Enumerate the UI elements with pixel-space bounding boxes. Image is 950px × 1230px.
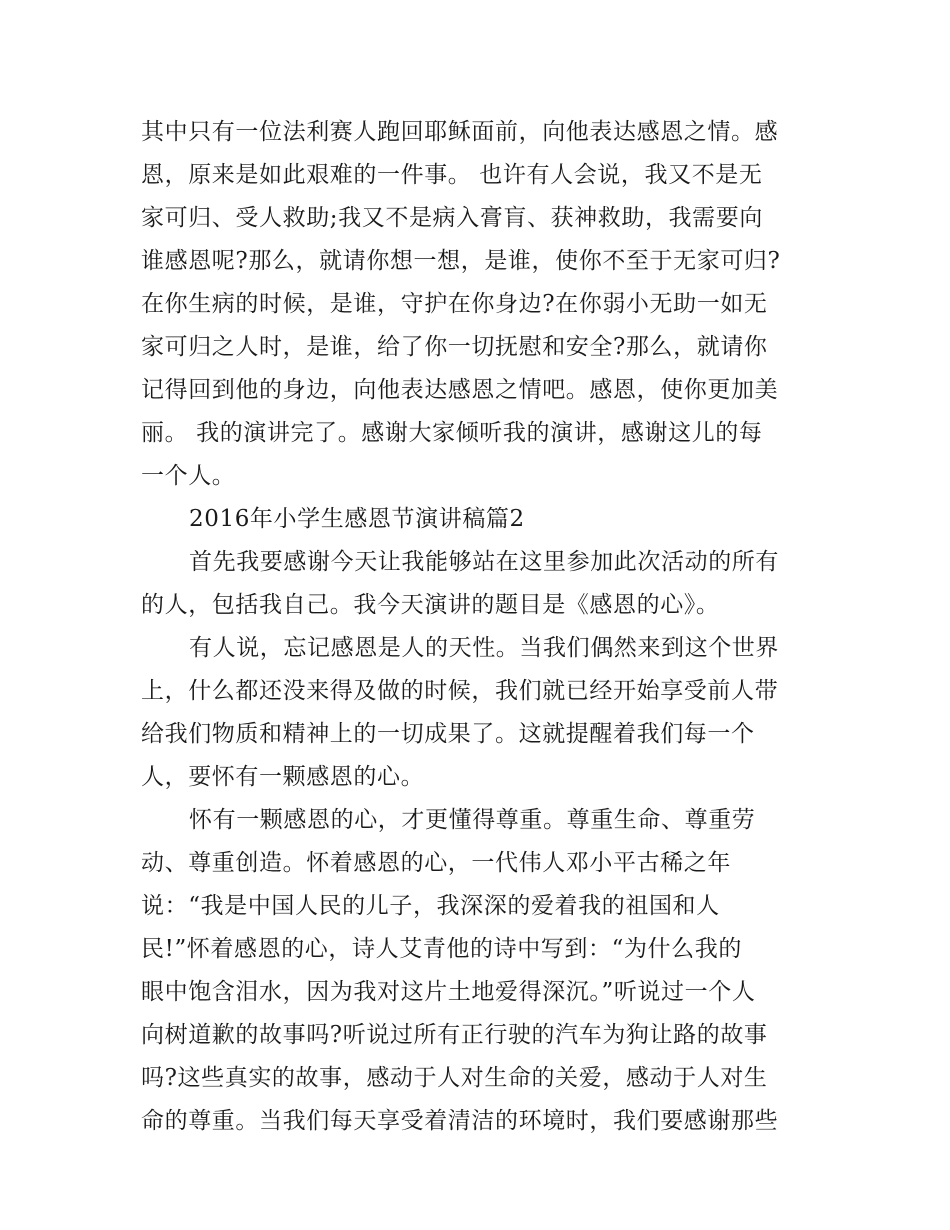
text-line: 上，什么都还没来得及做的时候，我们就已经开始享受前人带 <box>141 678 779 704</box>
text-line: 向树道歉的故事吗?听说过所有正行驶的汽车为狗让路的故事 <box>141 1022 768 1048</box>
text-line: 家可归之人时，是谁，给了你一切抚慰和安全?那么，就请你 <box>141 334 768 360</box>
text-line: 民!”怀着感恩的心，诗人艾青他的诗中写到：“为什么我的 <box>141 936 742 962</box>
text-line: 动、尊重创造。怀着感恩的心，一代伟人邓小平古稀之年 <box>141 850 731 876</box>
text-line: 怀有一颗感恩的心，才更懂得尊重。尊重生命、尊重劳 <box>189 807 756 833</box>
text-line: 有人说，忘记感恩是人的天性。当我们偶然来到这个世界 <box>189 635 779 661</box>
text-line: 丽。 我的演讲完了。感谢大家倾听我的演讲，感谢这儿的每 <box>141 420 763 446</box>
section-heading: 2016年小学生感恩节演讲稿篇2 <box>189 506 525 532</box>
text-line: 记得回到他的身边，向他表达感恩之情吧。感恩，使你更加美 <box>141 377 779 403</box>
text-line: 恩，原来是如此艰难的一件事。 也许有人会说，我又不是无 <box>141 162 763 188</box>
text-line: 其中只有一位法利赛人跑回耶稣面前，向他表达感恩之情。感 <box>141 119 779 145</box>
text-line: 首先我要感谢今天让我能够站在这里参加此次活动的所有 <box>189 549 779 575</box>
text-line: 命的尊重。当我们每天享受着清洁的环境时，我们要感谢那些 <box>141 1108 779 1134</box>
text-line: 在你生病的时候，是谁，守护在你身边?在你弱小无助一如无 <box>141 291 768 317</box>
text-line: 家可归、受人救助;我又不是病入膏肓、获神救助，我需要向 <box>141 205 763 231</box>
text-line: 一个人。 <box>141 463 236 489</box>
text-line: 给我们物质和精神上的一切成果了。这就提醒着我们每一个 <box>141 721 755 747</box>
text-line: 吗?这些真实的故事，感动于人对生命的关爱，感动于人对生 <box>141 1065 768 1091</box>
text-line: 谁感恩呢?那么，就请你想一想，是谁，使你不至于无家可归? <box>141 248 781 274</box>
text-line: 人，要怀有一颗感恩的心。 <box>141 764 425 790</box>
text-line: 说：“我是中国人民的儿子，我深深的爱着我的祖国和人 <box>141 893 720 919</box>
text-line: 的人，包括我自己。我今天演讲的题目是《感恩的心》。 <box>141 592 720 618</box>
text-line: 眼中饱含泪水，因为我对这片土地爱得深沉。”听说过一个人 <box>141 979 756 1005</box>
